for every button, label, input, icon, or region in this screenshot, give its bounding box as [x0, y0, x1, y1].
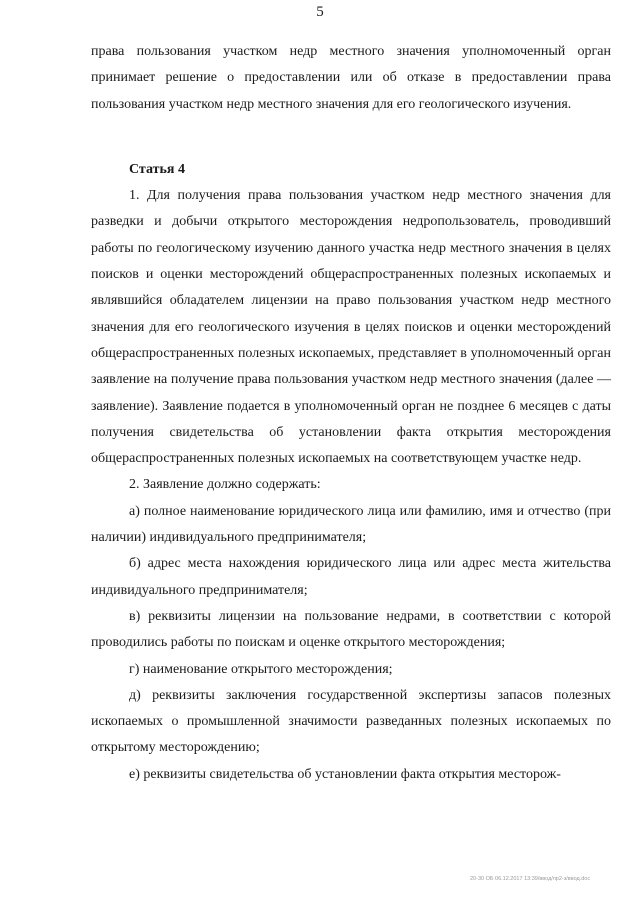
list-item-v: в) реквизиты лицензии на пользование недрами, в соответствии с которой проводились работы по поискам и оценке открытого месторождения; [91, 608, 611, 651]
document-body [91, 39, 611, 788]
article-title: Статья 4 [129, 161, 185, 177]
list-item-g: г) наименование открытого месторождения; [129, 661, 393, 677]
list-item-b: б) адрес места нахождения юридического лица или адрес места жительства индивидуального предпринимателя; [91, 556, 611, 598]
list-item-e: е) реквизиты свидетельства об установлении факта открытия месторож- [129, 766, 561, 782]
section-gap [91, 118, 611, 157]
footer-document-code: 20-30 ОБ 06.12.2017 13:39/ввод/пр2-з/ввод.doc [470, 876, 591, 882]
list-item-d: д) реквизиты заключения государственной экспертизы запасов полезных ископаемых о промышленной значимости разведанных полезных ископаемых по открытому месторождению; [91, 687, 611, 756]
continuation-paragraph: права пользования участком недр местного значения уполномоченный орган принимает решение о предоставлении или об отказе в предоставлении права пользования участком недр местного значения для его геологического изучения. [91, 44, 611, 112]
article-paragraph-2: 2. Заявление должно содержать: [129, 477, 321, 493]
list-item-a: а) полное наименование юридического лица или фамилию, имя и отчество (при наличии) индивидуального предпринимателя; [91, 503, 611, 546]
page-number: 5 [316, 4, 324, 20]
article-paragraph-1: 1. Для получения права пользования участком недр местного значения для разведки и добычи открытого месторождения недропользователь, проводивший работы по геологическому изучению данного участка недр местного значения в целях поисков и оценки месторождений общераспространенных полезных ископаемых и являвшийся обладателем лицензии на право пользования участком недр местного значения для его геологического изучения в целях поисков и оценки месторождений общераспространенных полезных ископаемых, представляет в уполномоченный орган заявление на получение права пользования участком недр местного значения (далее — заявление). Заявление подается в уполномоченный орган не позднее 6 месяцев с даты получения свидетельства об установлении факта открытия месторождения общераспространенных полезных ископаемых на соответствующем участке недр. [91, 188, 611, 467]
